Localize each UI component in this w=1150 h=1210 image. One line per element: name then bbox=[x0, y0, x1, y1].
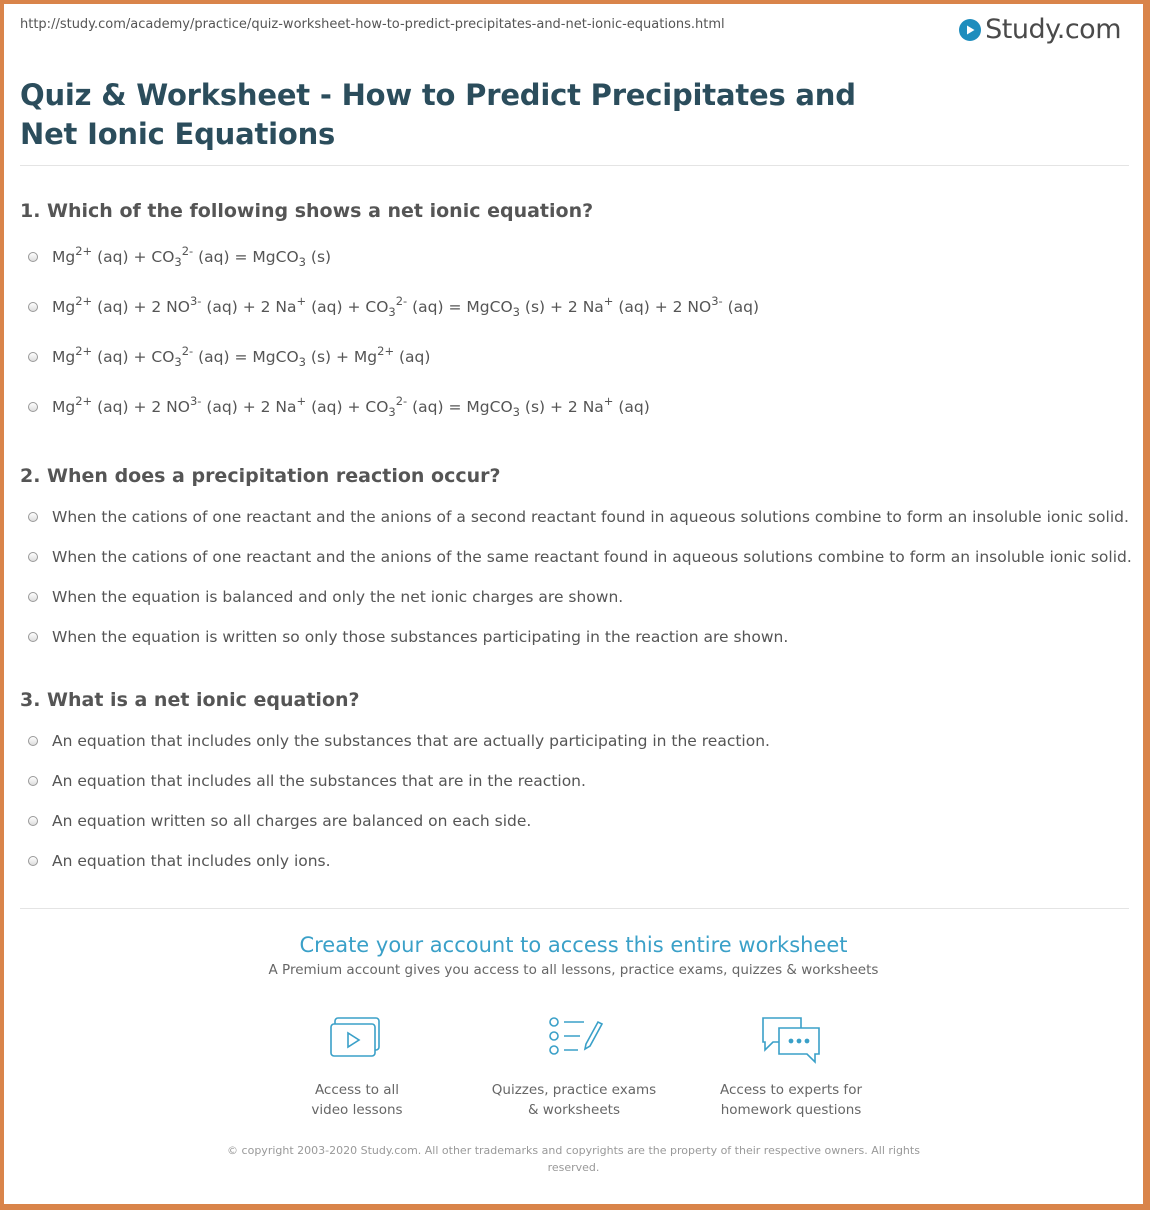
radio-button[interactable] bbox=[28, 552, 38, 562]
answer-text: $Mg^{2+}$ $(aq) + CO_3^{2-}$ (aq) = MgCO$_3$ $(s) + Mg^{2+}$ (aq) bbox=[52, 344, 431, 369]
answer-text: $Mg^{2+}$ (aq) + 2 $NO^{3-}$ (aq) + 2 Na+ $(aq) + CO_3^{2-}$ (aq) = MgCO$_3$ (s) + 2 Na+ (aq) + 2 $NO^{3-}$ (aq) bbox=[52, 294, 760, 319]
logo-text: Study.com bbox=[985, 14, 1121, 45]
answer-option[interactable] bbox=[20, 382, 1129, 432]
feature-line: Access to experts for bbox=[719, 1082, 862, 1098]
question-title: 3. What is a net ionic equation? bbox=[20, 689, 360, 711]
answer-text: $Mg^{2+}$ $(aq) + CO_3^{2-}$ (aq) = MgCO$_3$ (s) bbox=[52, 244, 332, 269]
answer-option[interactable] bbox=[20, 232, 1129, 282]
study-logo[interactable] bbox=[959, 14, 1121, 45]
copyright-text: © copyright 2003-2020 Study.com. All other trademarks and copyrights are the property of their respective owners. All rights reserved. bbox=[227, 1144, 920, 1174]
answer-text: When the equation is written so only those substances participating in the reaction are shown. bbox=[52, 628, 789, 646]
answer-option[interactable] bbox=[20, 721, 1129, 761]
feature-experts bbox=[691, 1014, 891, 1120]
worksheet-page bbox=[4, 4, 1143, 1204]
radio-button[interactable] bbox=[28, 592, 38, 602]
answer-option[interactable] bbox=[20, 332, 1129, 382]
radio-button[interactable] bbox=[28, 632, 38, 642]
answer-text: An equation written so all charges are balanced on each side. bbox=[52, 812, 532, 830]
cta-subtitle: A Premium account gives you access to all lessons, practice exams, quizzes & worksheets bbox=[268, 962, 879, 978]
answer-option[interactable] bbox=[20, 761, 1129, 801]
question-1 bbox=[20, 196, 1129, 432]
answer-text: When the cations of one reactant and the anions of the same reactant found in aqueous solutions combine to form an insoluble ionic solid. bbox=[52, 548, 1132, 566]
answer-text: An equation that includes all the substances that are in the reaction. bbox=[52, 772, 586, 790]
radio-button[interactable] bbox=[28, 512, 38, 522]
feature-line: Quizzes, practice exams bbox=[491, 1082, 657, 1098]
radio-button[interactable] bbox=[28, 856, 38, 866]
page-url: http://study.com/academy/practice/quiz-worksheet-how-to-predict-precipitates-and-net-ionic-equations.html bbox=[20, 17, 725, 32]
chat-bubbles-icon bbox=[691, 1014, 891, 1072]
cta-divider bbox=[20, 908, 1129, 909]
question-title: 2. When does a precipitation reaction occur? bbox=[20, 465, 501, 487]
title-divider bbox=[20, 165, 1129, 166]
radio-button[interactable] bbox=[28, 302, 38, 312]
question-2 bbox=[20, 461, 1132, 657]
answer-option[interactable] bbox=[20, 577, 1129, 617]
page-title: Quiz & Worksheet - How to Predict Precipitates and Net Ionic Equations bbox=[20, 78, 856, 151]
radio-button[interactable] bbox=[28, 352, 38, 362]
answer-text: $Mg^{2+}$ (aq) + 2 $NO^{3-}$ (aq) + 2 Na+ $(aq) + CO_3^{2-}$ (aq) = MgCO$_3$ (s) + 2 Na+ (aq) bbox=[52, 394, 650, 419]
answer-text: An equation that includes only the substances that are actually participating in the reaction. bbox=[52, 732, 770, 750]
answer-option[interactable] bbox=[20, 282, 1129, 332]
answer-option[interactable] bbox=[20, 537, 1132, 577]
video-lessons-icon bbox=[257, 1014, 457, 1072]
feature-line: Access to all bbox=[314, 1082, 400, 1098]
answer-option[interactable] bbox=[20, 841, 1129, 881]
answer-option[interactable] bbox=[20, 497, 1129, 537]
answer-text: When the cations of one reactant and the anions of a second reactant found in aqueous solutions combine to form an insoluble ionic solid. bbox=[52, 508, 1129, 526]
feature-line: & worksheets bbox=[527, 1102, 620, 1118]
answer-text: An equation that includes only ions. bbox=[52, 852, 331, 870]
radio-button[interactable] bbox=[28, 736, 38, 746]
play-circle-icon bbox=[959, 19, 981, 41]
question-3 bbox=[20, 685, 1129, 881]
radio-button[interactable] bbox=[28, 252, 38, 262]
feature-video-lessons bbox=[257, 1014, 457, 1120]
answer-text: When the equation is balanced and only the net ionic charges are shown. bbox=[52, 588, 624, 606]
feature-line: homework questions bbox=[720, 1102, 862, 1118]
answer-option[interactable] bbox=[20, 617, 1129, 657]
feature-line: video lessons bbox=[311, 1102, 403, 1118]
radio-button[interactable] bbox=[28, 402, 38, 412]
answer-option[interactable] bbox=[20, 801, 1129, 841]
feature-quizzes bbox=[474, 1014, 674, 1120]
question-title: 1. Which of the following shows a net ionic equation? bbox=[20, 200, 594, 222]
radio-button[interactable] bbox=[28, 816, 38, 826]
cta-title[interactable]: Create your account to access this entire worksheet bbox=[299, 933, 848, 957]
radio-button[interactable] bbox=[28, 776, 38, 786]
quiz-checklist-icon bbox=[474, 1014, 674, 1072]
